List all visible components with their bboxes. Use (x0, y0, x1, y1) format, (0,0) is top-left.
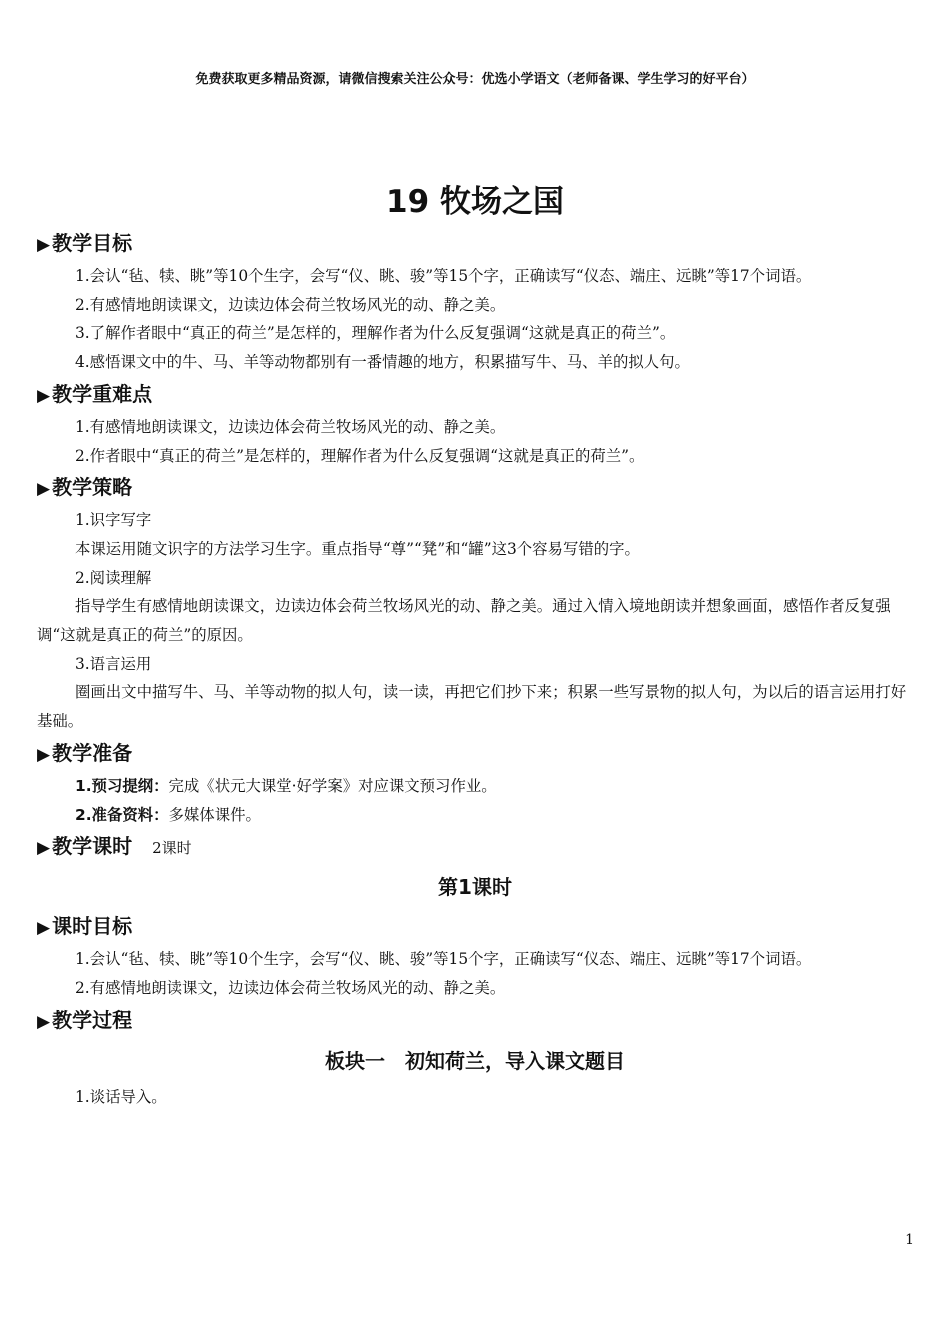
page-title: 19 牧场之国 (386, 184, 564, 220)
strategy-item: 3.语言运用 (75, 654, 152, 673)
triangle-marker-icon: ▶ (37, 744, 51, 765)
triangle-marker-icon: ▶ (37, 385, 51, 406)
strategy-item: 2.阅读理解 (75, 568, 152, 587)
strategy-item: 1.识字写字 (75, 511, 152, 530)
block-title: 板块一 初知荷兰，导入课文题目 (325, 1048, 625, 1073)
prep-item: 1.预习提纲：完成《状元大课堂·好学案》对应课文预习作业。 (75, 776, 497, 795)
heading-hours: ▶ 教学课时 2课时 (37, 829, 913, 865)
goal-item: 1.会认“毡、犊、眺”等10个生字，会写“仪、眺、骏”等15个字，正确读写“仪态、端庄、远眺”等17个词语。 (75, 267, 812, 285)
goal-item: 2.有感情地朗读课文，边读边体会荷兰牧场风光的动、静之美。 (75, 295, 506, 314)
process-item: 1.谈话导入。 (75, 1087, 167, 1106)
lesson-title: 第1课时 (438, 875, 512, 900)
lesson-goal-item: 1.会认“毡、犊、眺”等10个生字，会写“仪、眺、骏”等15个字，正确读写“仪态、端庄、远眺”等17个词语。 (75, 950, 812, 969)
heading-strategy: ▶ 教学策略 (37, 470, 913, 506)
goal-item: 4.感悟课文中的牛、马、羊等动物都别有一番情趣的地方，积累描写牛、马、羊的拟人句。 (75, 353, 690, 372)
prep-item: 2.准备资料：多媒体课件。 (75, 805, 261, 824)
page-number: 1 (905, 1232, 914, 1248)
heading-prep: ▶ 教学准备 (37, 736, 913, 772)
hours-value: 2课时 (152, 839, 192, 858)
triangle-marker-icon: ▶ (37, 918, 51, 939)
key-point-item: 2.作者眼中“真正的荷兰”是怎样的，理解作者为什么反复强调“这就是真正的荷兰”。 (75, 446, 645, 465)
triangle-marker-icon: ▶ (37, 479, 51, 500)
header-note: 免费获取更多精品资源，请微信搜索关注公众号：优选小学语文（老师备课、学生学习的好平台） (195, 72, 755, 87)
lesson-goal-item: 2.有感情地朗读课文，边读边体会荷兰牧场风光的动、静之美。 (75, 978, 506, 997)
strategy-item: 圈画出文中描写牛、马、羊等动物的拟人句，读一读，再把它们抄下来；积累一些写景物的拟人句，为以后的语言运用打好基础。 (37, 683, 907, 731)
triangle-marker-icon: ▶ (37, 235, 51, 255)
goal-item: 3.了解作者眼中“真正的荷兰”是怎样的，理解作者为什么反复强调“这就是真正的荷兰”。 (75, 324, 676, 343)
heading-lesson-goals: ▶ 课时目标 (37, 909, 913, 945)
heading-process: ▶ 教学过程 (37, 1003, 913, 1039)
key-point-item: 1.有感情地朗读课文，边读边体会荷兰牧场风光的动、静之美。 (75, 417, 506, 436)
triangle-marker-icon: ▶ (37, 838, 51, 859)
heading-key-points: ▶ 教学重难点 (37, 377, 913, 413)
triangle-marker-icon: ▶ (37, 1011, 51, 1032)
strategy-item: 指导学生有感情地朗读课文，边读边体会荷兰牧场风光的动、静之美。通过入情入境地朗读并想象画面，感悟作者反复强调“这就是真正的荷兰”的原因。 (37, 597, 891, 645)
heading-goals: ▶ 教学目标 (37, 226, 913, 262)
strategy-item: 本课运用随文识字的方法学习生字。重点指导“尊”“凳”和“罐”这3个容易写错的字。 (75, 539, 640, 558)
content (37, 226, 913, 1111)
